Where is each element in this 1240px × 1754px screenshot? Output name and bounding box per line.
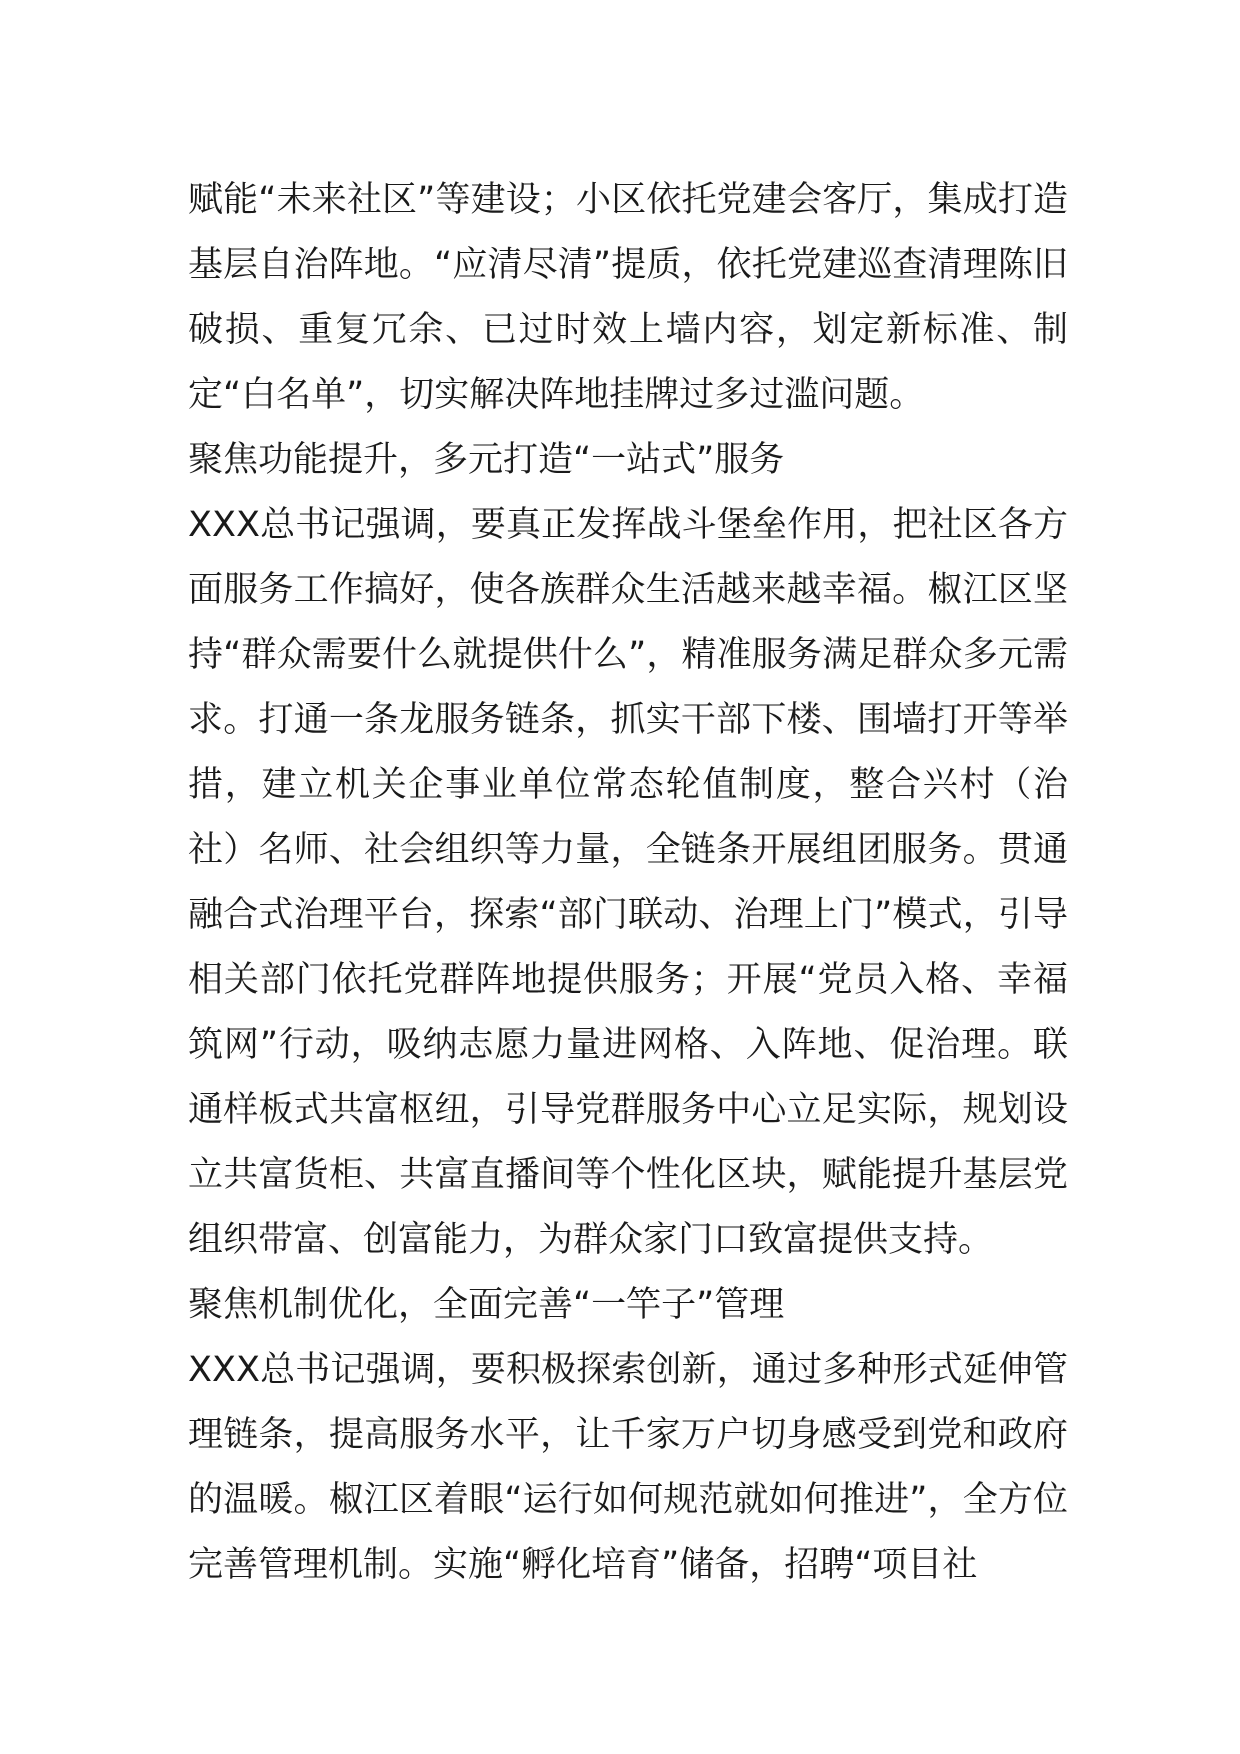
section-heading-mechanism: 聚焦机制优化，全面完善“一竿子”管理 bbox=[188, 1285, 785, 1325]
paragraph-1: 赋能“未来社区”等建设；小区依托党建会客厅，集成打造基层自治阵地。“应清尽清”提质，依托党建巡查清理陈旧破损、重复冗余、已过时效上墙内容，划定新标准、制定“白名单”，切实解决阵地挂牌过多过滥问题。 bbox=[188, 180, 1068, 415]
paragraph-3: XXX总书记强调，要积极探索创新，通过多种形式延伸管理链条，提高服务水平，让千家万户切身感受到党和政府的温暖。椒江区着眼“运行如何规范就如何推进”，全方位完善管理机制。实施“孵化培育”储备，招聘“项目社 bbox=[188, 1350, 1068, 1585]
document-body bbox=[188, 168, 1068, 1598]
paragraph-2: XXX总书记强调，要真正发挥战斗堡垒作用，把社区各方面服务工作搞好，使各族群众生活越来越幸福。椒江区坚持“群众需要什么就提供什么”，精准服务满足群众多元需求。打通一条龙服务链条，抓实干部下楼、围墙打开等举措，建立机关企事业单位常态轮值制度，整合兴村（治社）名师、社会组织等力量，全链条开展组团服务。贯通融合式治理平台，探索“部门联动、治理上门”模式，引导相关部门依托党群阵地提供服务；开展“党员入格、幸福筑网”行动，吸纳志愿力量进网格、入阵地、促治理。联通样板式共富枢纽，引导党群服务中心立足实际，规划设立共富货柜、共富直播间等个性化区块，赋能提升基层党组织带富、创富能力，为群众家门口致富提供支持。 bbox=[188, 505, 1068, 1260]
section-heading-function: 聚焦功能提升，多元打造“一站式”服务 bbox=[188, 440, 785, 480]
